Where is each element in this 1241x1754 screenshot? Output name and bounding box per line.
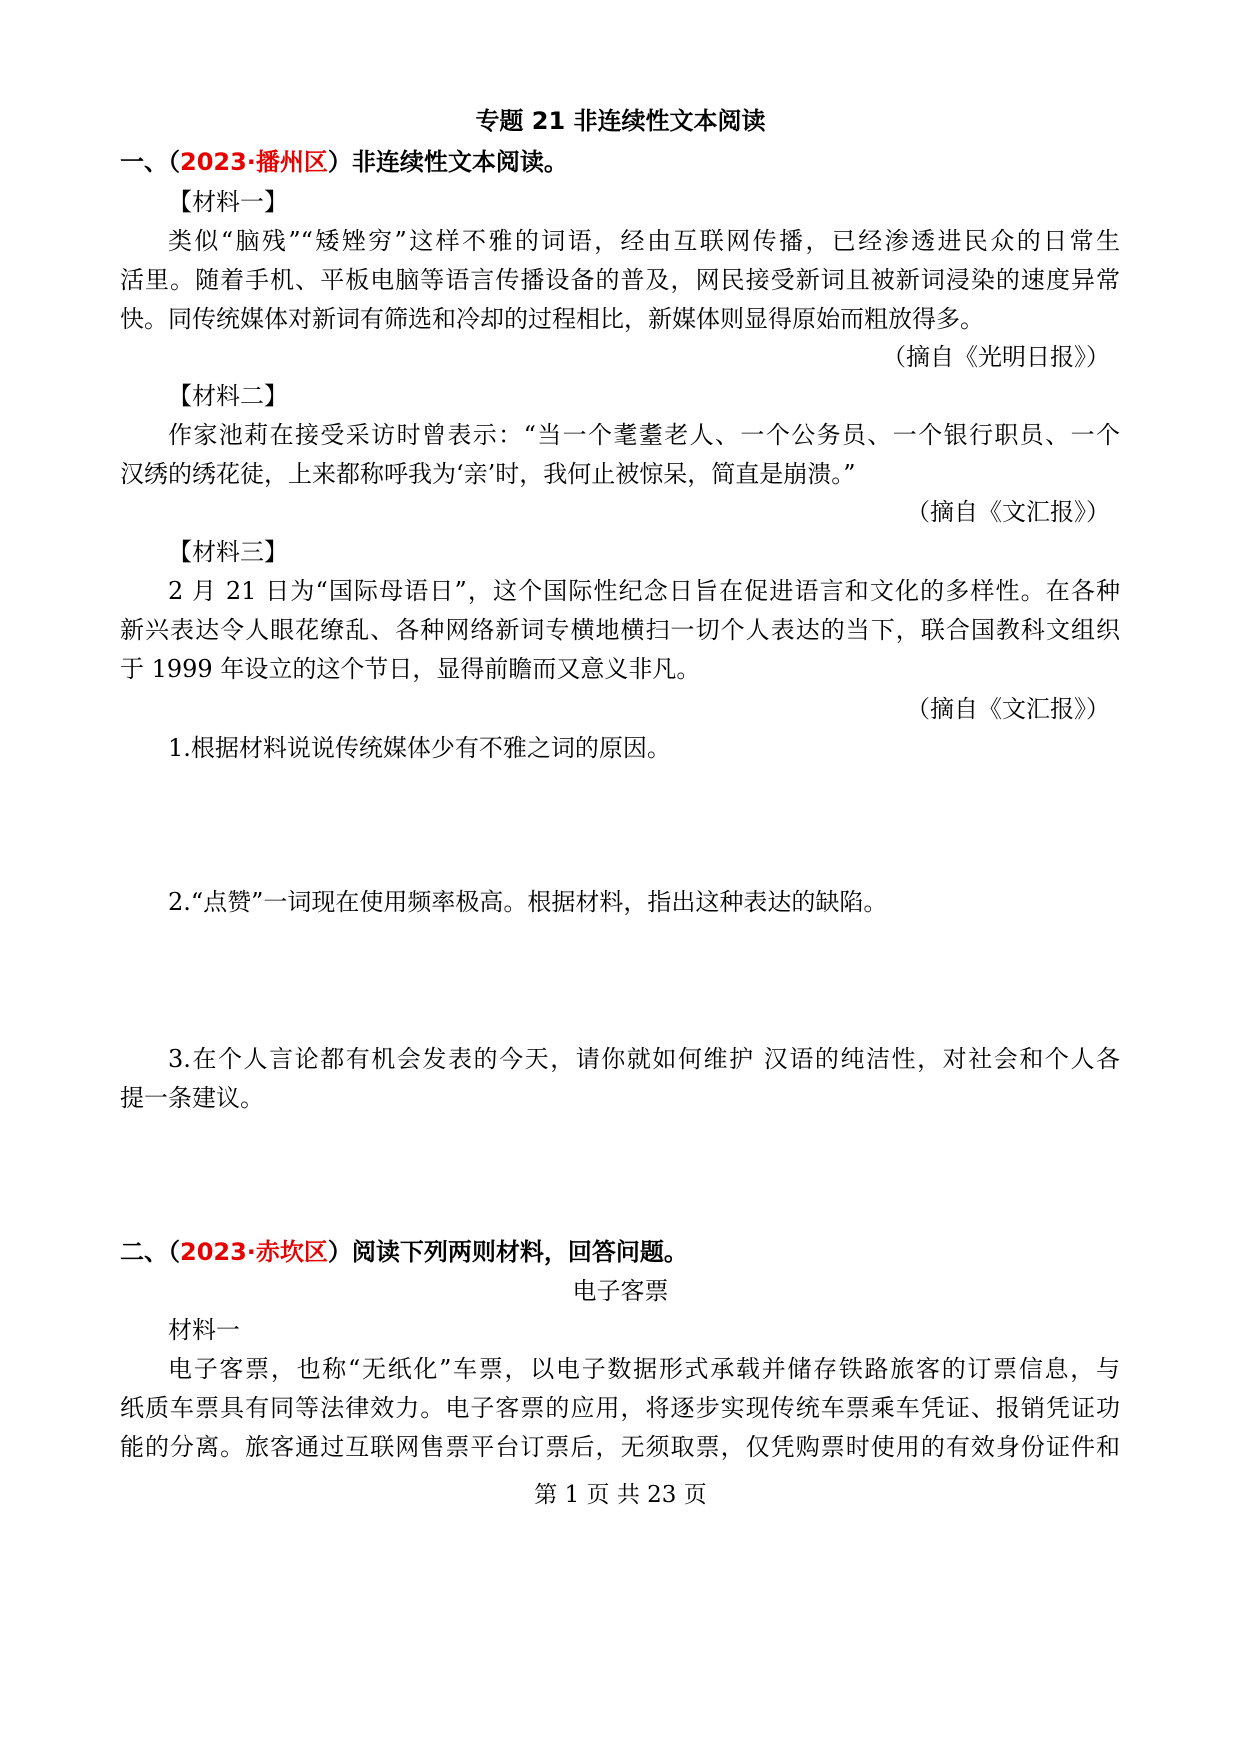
page-footer: 第 1 页 共 23 页 (534, 1482, 707, 1508)
material1-line-2: 活里。随着手机、平板电脑等语言传播设备的普及，网民接受新词且被新词浸染的速度异常 (120, 266, 1120, 294)
question-2: 2.“点赞”一词现在使用频率极高。根据材料，指出这种表达的缺陷。 (168, 888, 888, 916)
section2-suffix: ）阅读下列两则材料，回答问题。 (327, 1238, 688, 1266)
material3-line-3: 于 1999 年设立的这个节日，显得前瞻而又意义非凡。 (120, 655, 701, 683)
page-title: 专题 21 非连续性文本阅读 (475, 107, 766, 135)
material3-line-2: 新兴表达令人眼花缭乱、各种网络新词专横地横扫一切个人表达的当下，联合国教科文组织 (120, 616, 1120, 644)
material2-line-1: 作家池莉在接受采访时曾表示：“当一个耄耋老人、一个公务员、一个银行职员、一个 (168, 421, 1120, 449)
question-3-line-2: 提一条建议。 (120, 1084, 264, 1112)
section2-prefix: 二、（ (120, 1238, 180, 1266)
question-3-line-1: 3.在个人言论都有机会发表的今天，请你就如何维护 汉语的纯洁性，对社会和个人各 (168, 1045, 1120, 1073)
section2-heading (120, 1235, 1120, 1269)
section2-subtitle: 电子客票 (572, 1277, 669, 1305)
section1-prefix: 一、（ (120, 148, 180, 176)
material2-label: 【材料二】 (168, 382, 288, 410)
section2-material1-label: 材料一 (168, 1316, 240, 1344)
material2-line-2: 汉绣的绣花徒，上来都称呼我为‘亲’时，我何止被惊呆，简直是崩溃。” (120, 460, 856, 488)
section2-material1-line-3: 能的分离。旅客通过互联网售票平台订票后，无须取票，仅凭购票时使用的有效身份证件和 (120, 1433, 1120, 1461)
material3-line-1: 2 月 21 日为“国际母语日”，这个国际性纪念日旨在促进语言和文化的多样性。在各种 (168, 577, 1120, 605)
material1-label: 【材料一】 (168, 188, 288, 216)
question-1: 1.根据材料说说传统媒体少有不雅之词的原因。 (168, 734, 671, 762)
material3-source: （摘自《文汇报》） (906, 695, 1110, 723)
section2-material1-line-1: 电子客票，也称“无纸化”车票，以电子数据形式承载并储存铁路旅客的订票信息，与 (168, 1355, 1120, 1383)
material1-line-1: 类似“脑残”“矮矬穷”这样不雅的词语，经由互联网传播，已经渗透进民众的日常生 (168, 227, 1120, 255)
section1-heading (120, 145, 1120, 179)
section2-material1-line-2: 纸质车票具有同等法律效力。电子客票的应用，将逐步实现传统车票乘车凭证、报销凭证功 (120, 1394, 1120, 1422)
section1-suffix: ）非连续性文本阅读。 (327, 148, 568, 176)
material1-line-3: 快。同传统媒体对新词有筛选和冷却的过程相比，新媒体则显得原始而粗放得多。 (120, 305, 984, 333)
section1-region: 2023·播州区 (180, 148, 328, 176)
material2-source: （摘自《文汇报》） (906, 498, 1110, 526)
section2-region: 2023·赤坎区 (180, 1238, 328, 1266)
material1-source: （摘自《光明日报》） (882, 343, 1110, 371)
material3-label: 【材料三】 (168, 538, 288, 566)
